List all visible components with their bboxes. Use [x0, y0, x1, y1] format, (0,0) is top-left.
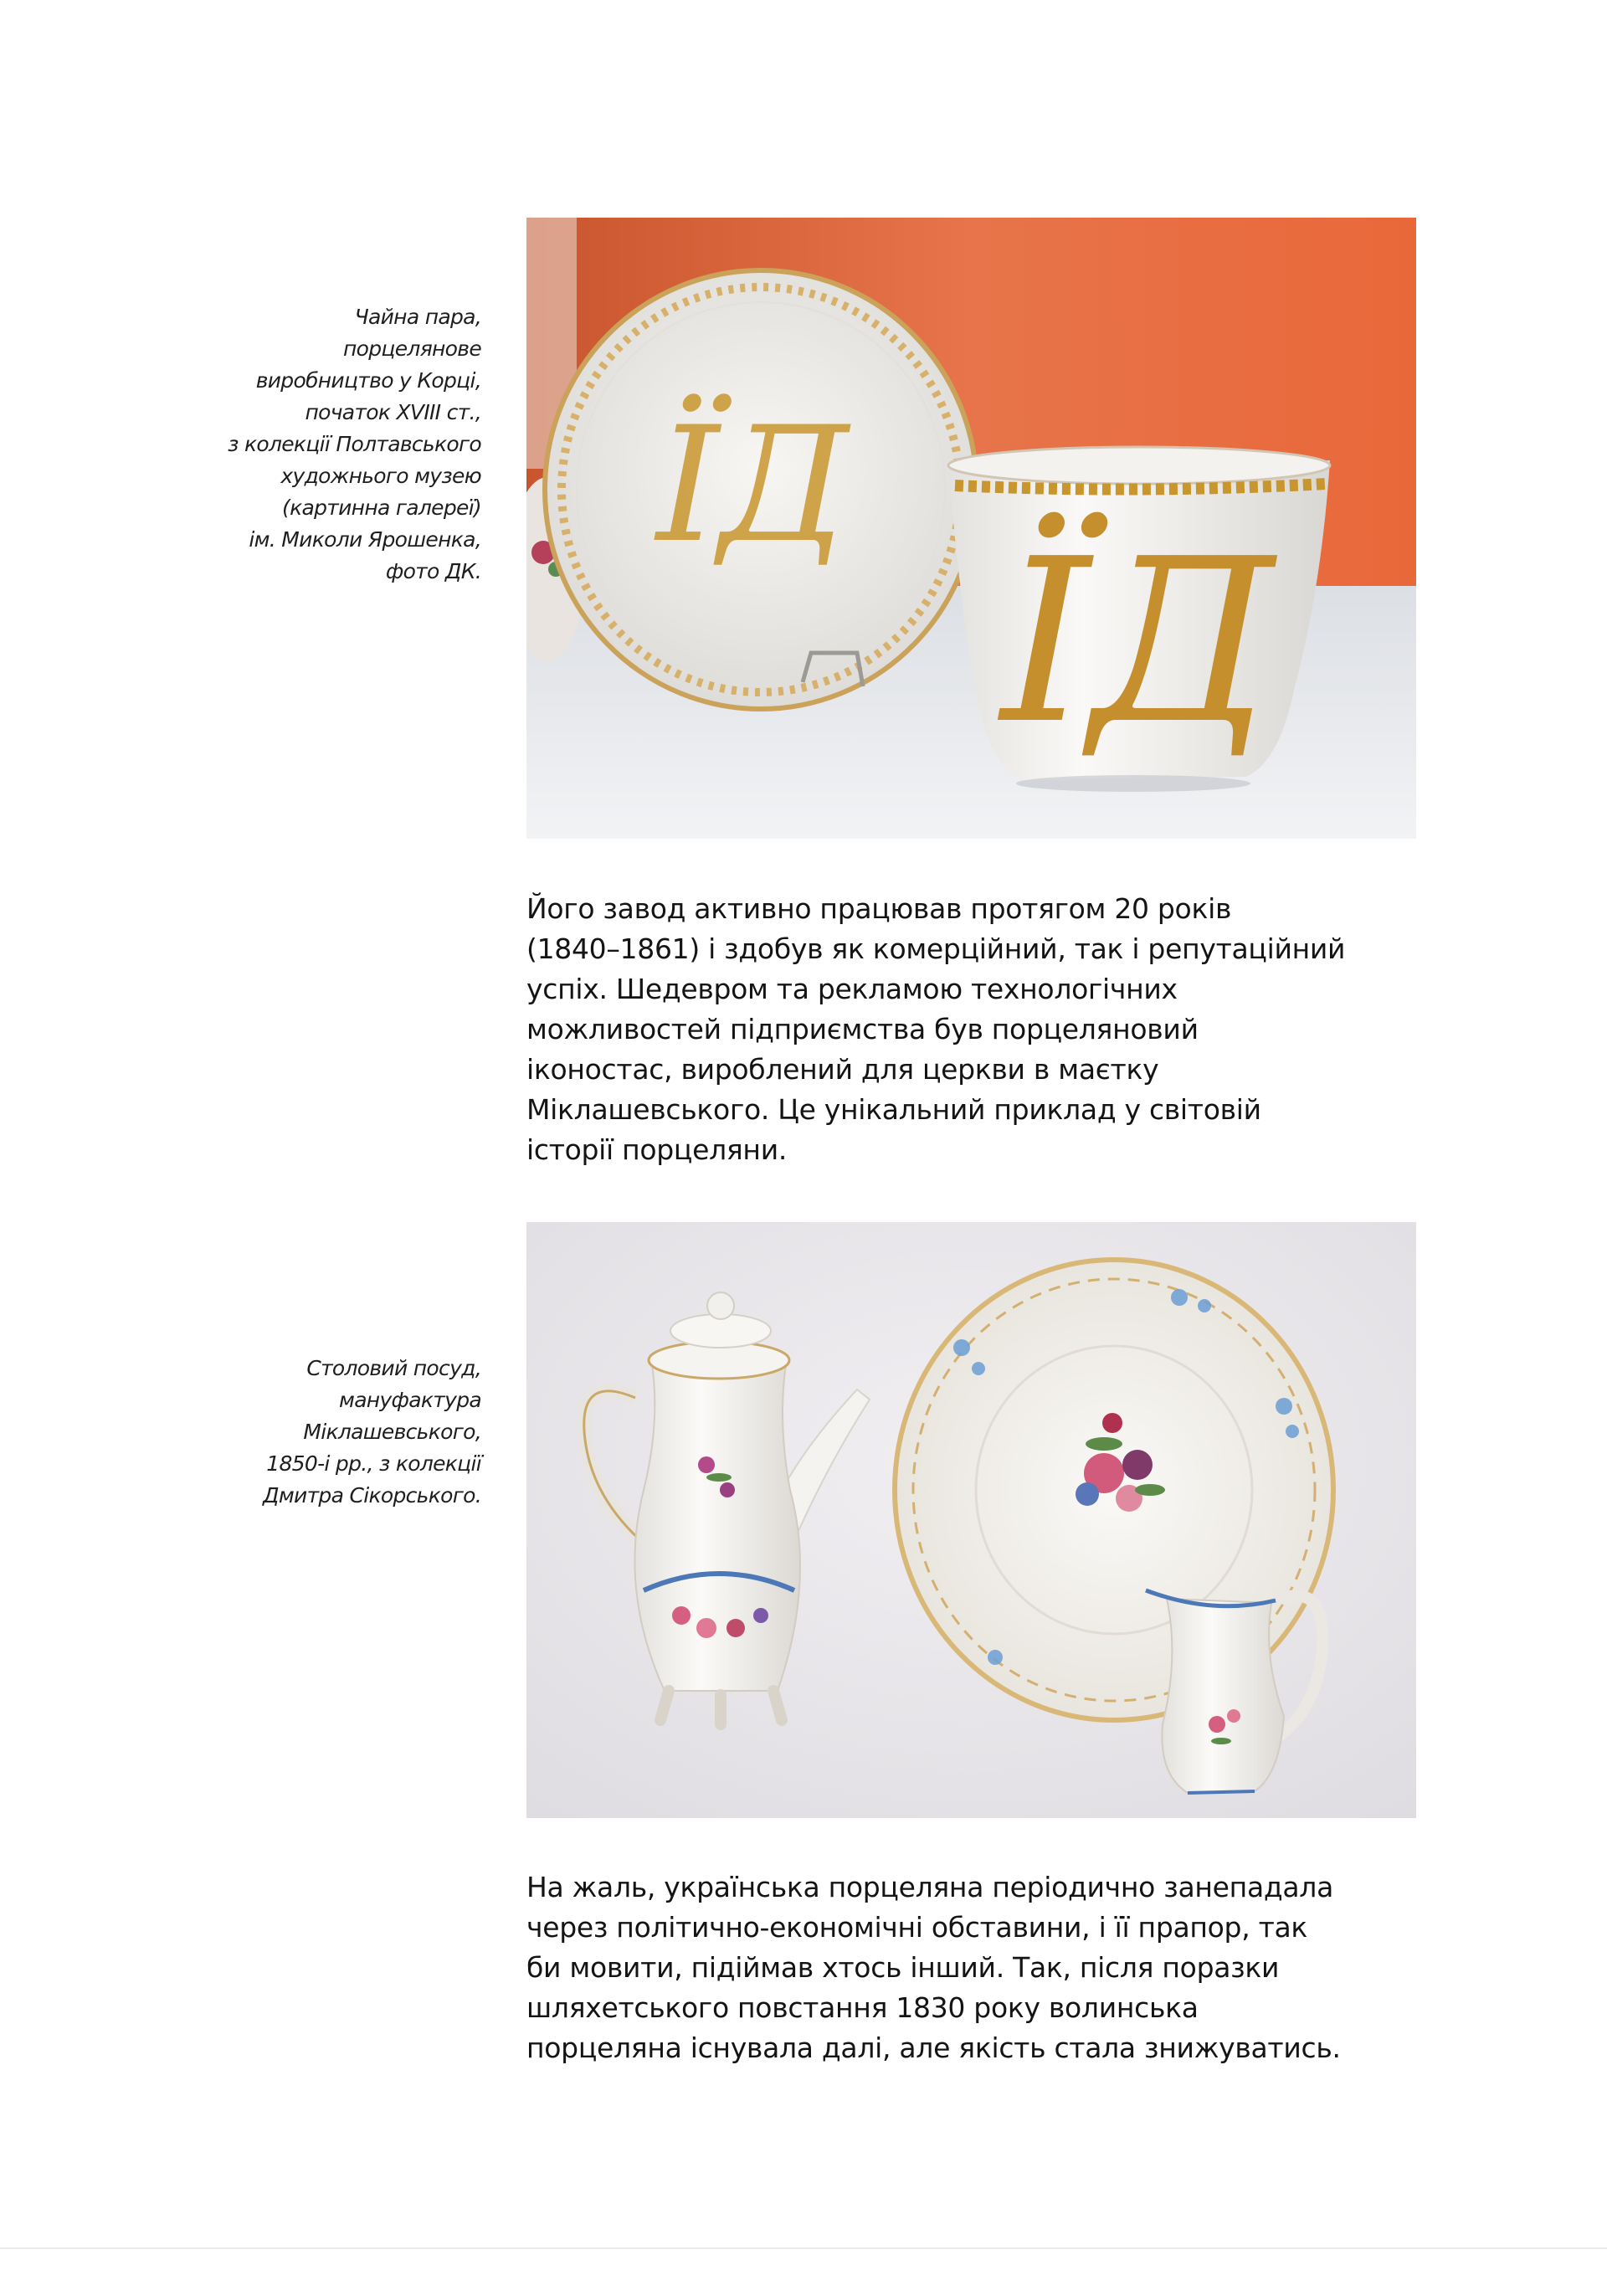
paragraph-line: через політично-економічні обставини, і її прапор, так	[526, 1911, 1308, 1944]
paragraph-line: (1840–1861) і здобув як комерційний, так і репутаційний	[526, 932, 1346, 965]
figure2-caption	[159, 1353, 481, 1512]
saucer-monogram: ЇД	[656, 393, 849, 578]
figure1-caption-line: початок XVIII ст.,	[305, 400, 481, 424]
figure2-caption-line: мануфактура	[339, 1388, 481, 1412]
figure1-caption-line: виробництво у Корці,	[255, 368, 481, 393]
paragraph-line: можливостей підприємства був порцеляновий	[526, 1013, 1199, 1045]
paragraph-line: шляхетського повстання 1830 року волинська	[526, 1991, 1199, 2024]
tableware-photo	[526, 1222, 1416, 1818]
paragraph-line: іконостас, вироблений для церкви в маєтку	[526, 1053, 1159, 1086]
paragraph-line: історії порцеляни.	[526, 1133, 788, 1166]
figure2-caption-line: Дмитра Сікорського.	[263, 1483, 481, 1508]
figure1-caption-line: (картинна галереї)	[282, 496, 481, 520]
tea-pair-photo	[526, 218, 1416, 839]
figure1-caption-line: з колекції Полтавського	[228, 432, 481, 456]
teapot-finial	[707, 1292, 734, 1319]
figure1-caption	[159, 301, 481, 588]
paragraph-line: Його завод активно працював протягом 20 років	[526, 892, 1232, 925]
figure1-caption-line: фото ДК.	[385, 559, 481, 583]
paragraph-line: успіх. Шедевром та рекламою технологічних	[526, 973, 1178, 1005]
body-paragraph-1	[526, 889, 1430, 1170]
paragraph-line: би мовити, підіймав хтось інший. Так, після поразки	[526, 1951, 1280, 1984]
figure1-caption-line: ім. Миколи Ярошенка,	[249, 527, 481, 552]
teapot-body	[634, 1364, 800, 1691]
creamer-body	[1162, 1599, 1284, 1793]
figure2-caption-line: Міклашевського,	[303, 1420, 481, 1444]
paragraph-line: Міклашевського. Це унікальний приклад у світовій	[526, 1093, 1261, 1126]
figure1-caption-line: порцелянове	[343, 336, 481, 361]
paragraph-line: На жаль, українська порцеляна періодично занепадала	[526, 1871, 1334, 1903]
paragraph-line: порцеляна існувала далі, але якість стала знижуватись.	[526, 2031, 1341, 2064]
body-paragraph-2	[526, 1867, 1430, 2068]
figure2-caption-line: 1850-і рр., з колекції	[266, 1451, 481, 1476]
figure2-caption-line: Столовий посуд,	[306, 1356, 481, 1380]
cup-monogram: ЇД	[1000, 510, 1275, 773]
figure1-caption-line: Чайна пара,	[354, 305, 481, 329]
page-bottom-rule	[0, 2247, 1607, 2249]
figure1-caption-line: художнього музею	[280, 464, 481, 488]
